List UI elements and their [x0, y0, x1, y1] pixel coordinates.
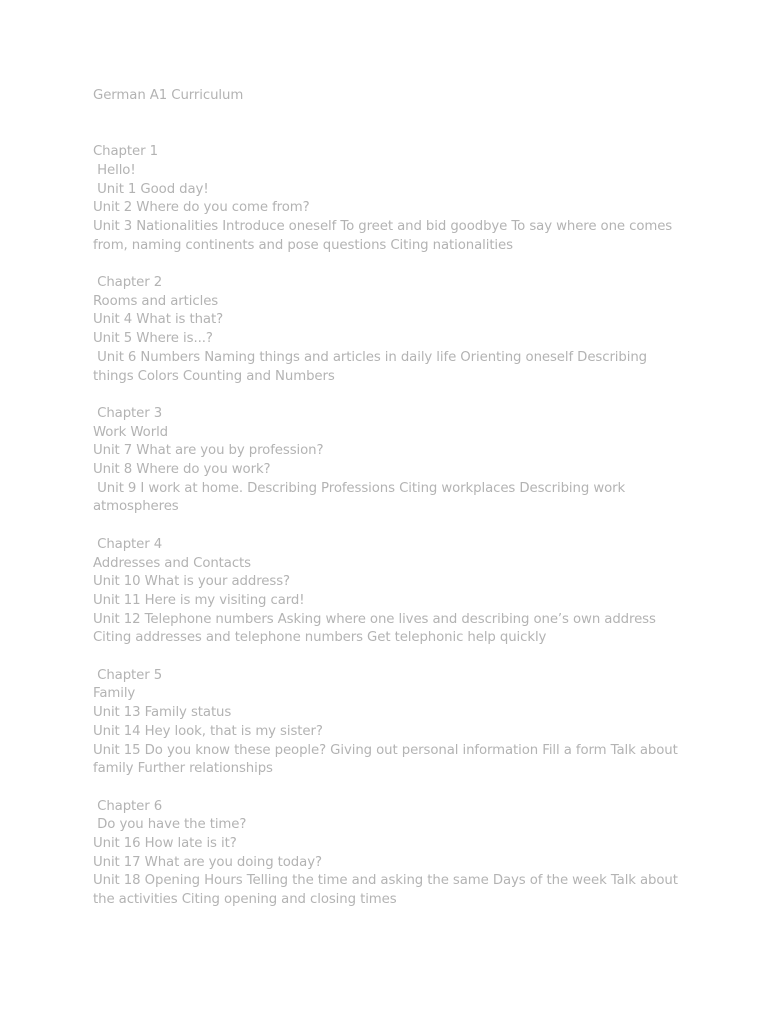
chapter-heading: Chapter 6 — [93, 798, 163, 814]
chapter-line: Do you have the time? — [93, 817, 247, 833]
chapter-line: Unit 14 Hey look, that is my sister? — [93, 723, 323, 739]
chapter-line: Unit 13 Family status — [93, 705, 232, 721]
document-title: German A1 Curriculum — [93, 88, 244, 103]
chapter-line: Unit 7 What are you by profession? — [93, 443, 324, 459]
chapter-heading: Chapter 5 — [93, 667, 163, 683]
chapter-line: Unit 18 Opening Hours Telling the time and asking the same Days of the week Talk about the activities Citing opening and closing times — [93, 873, 683, 908]
chapter-heading: Chapter 4 — [93, 536, 163, 552]
chapter-4 — [93, 536, 683, 648]
chapter-line: Unit 17 What are you doing today? — [93, 854, 322, 870]
chapter-line: Rooms and articles — [93, 293, 219, 309]
chapter-line: Unit 5 Where is...? — [93, 331, 213, 347]
chapter-5 — [93, 667, 683, 779]
chapter-heading: Chapter 3 — [93, 405, 163, 421]
title-spacer — [93, 106, 683, 143]
chapter-heading: Chapter 1 — [93, 144, 158, 160]
chapter-line: Unit 9 I work at home. Describing Professions Citing workplaces Describing work atmospheres — [93, 480, 630, 515]
chapter-line: Family — [93, 686, 136, 702]
chapter-line: Unit 6 Numbers Naming things and articles in daily life Orienting oneself Describing things Colors Counting and Numbers — [93, 349, 652, 384]
chapter-line: Unit 2 Where do you come from? — [93, 200, 310, 216]
chapter-heading: Chapter 2 — [93, 275, 163, 290]
chapter-line: Work World — [93, 424, 169, 440]
chapter-line: Unit 4 What is that? — [93, 312, 224, 328]
chapter-line: Unit 1 Good day! — [93, 181, 209, 197]
chapter-line: Hello! — [93, 162, 136, 178]
chapter-line: Unit 10 What is your address? — [93, 574, 290, 590]
chapter-line: Unit 15 Do you know these people? Giving out personal information Fill a form Talk about family Further relationships — [93, 742, 682, 777]
chapter-6 — [93, 798, 683, 910]
chapter-line: Unit 11 Here is my visiting card! — [93, 592, 305, 608]
chapter-3 — [93, 405, 683, 517]
chapter-1 — [93, 143, 683, 255]
document-page — [93, 87, 683, 910]
chapter-line: Unit 12 Telephone numbers Asking where one lives and describing one’s own address Citing addresses and telephone numbers Get telephonic help quickly — [93, 611, 660, 646]
chapter-line: Addresses and Contacts — [93, 555, 251, 571]
chapter-line: Unit 8 Where do you work? — [93, 462, 271, 478]
chapter-line: Unit 3 Nationalities Introduce oneself To greet and bid goodbye To say where one comes from, naming continents and pose questions Citing nationalities — [93, 218, 677, 253]
chapter-2 — [93, 274, 683, 386]
chapter-line: Unit 16 How late is it? — [93, 836, 237, 852]
